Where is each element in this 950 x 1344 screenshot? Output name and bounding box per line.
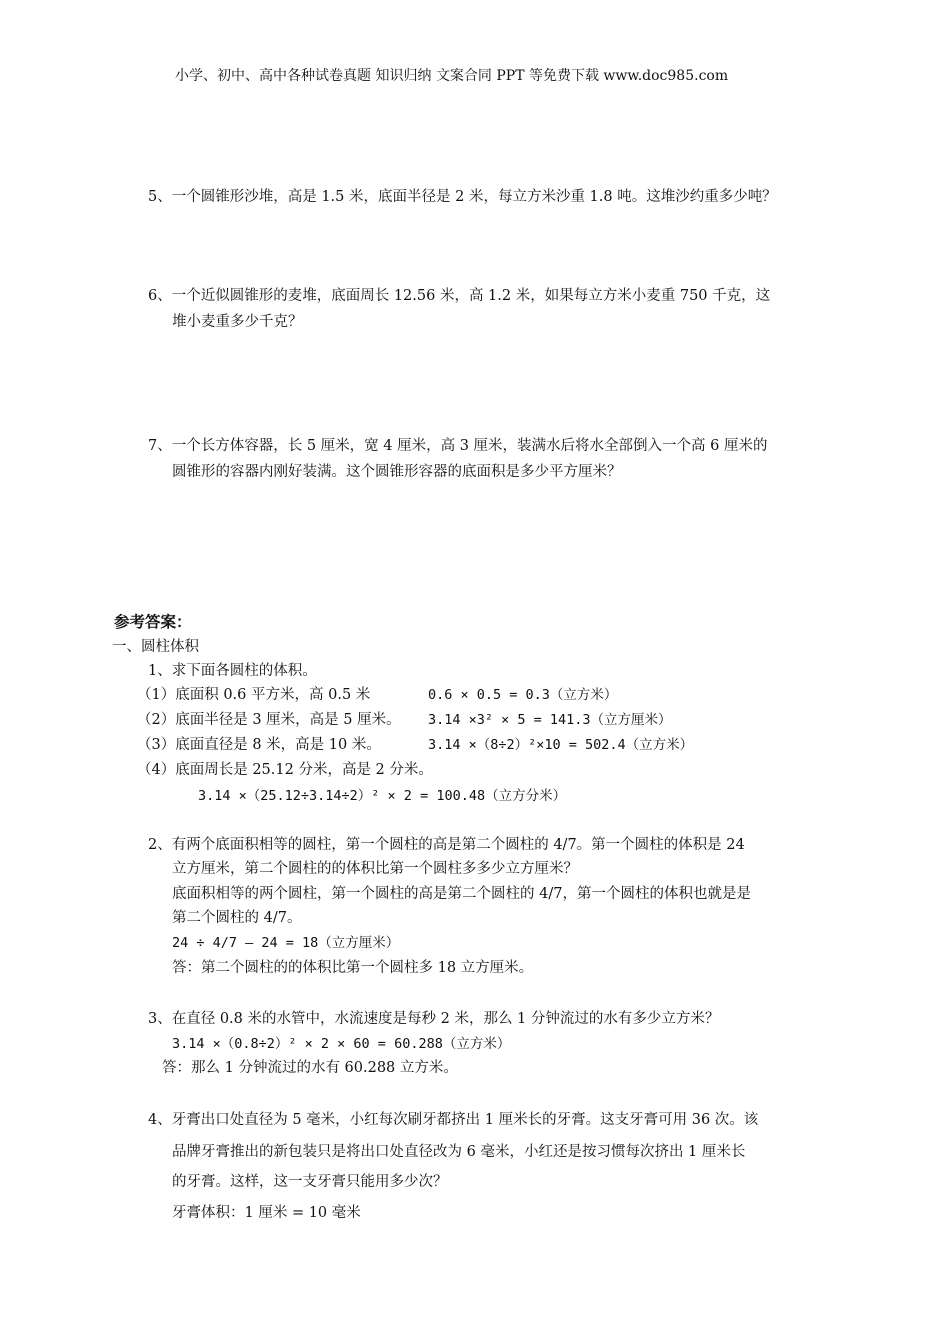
- answer-4-line-4: 牙膏体积：1 厘米 = 10 毫米: [172, 1205, 361, 1221]
- answer-1-item-2-label: （2）底面半径是 3 厘米，高是 5 厘米。: [137, 712, 401, 728]
- answers-heading: 参考答案：: [114, 612, 192, 631]
- answer-1-item-4-calc: 3.14 ×（25.12÷3.14÷2）² × 2 = 100.48（立方分米）: [198, 788, 567, 804]
- answer-1-item-4-label: （4）底面周长是 25.12 分米，高是 2 分米。: [137, 762, 433, 778]
- answer-3-calc: 3.14 ×（0.8÷2）² × 2 × 60 = 60.288（立方米）: [172, 1036, 511, 1052]
- question-5: 5、一个圆锥形沙堆，高是 1.5 米，底面半径是 2 米，每立方米沙重 1.8 吨。这堆沙约重多少吨？: [148, 189, 777, 205]
- answer-1-item-3-calc: 3.14 ×（8÷2）²×10 = 502.4（立方米）: [428, 737, 694, 753]
- answer-4-line-3: 的牙膏。这样，这一支牙膏只能用多少次？: [172, 1174, 448, 1190]
- answers-section-1-title: 一、圆柱体积: [112, 639, 199, 655]
- answer-4-line-1: 4、牙膏出口处直径为 5 毫米，小红每次刷牙都挤出 1 厘米长的牙膏。这支牙膏可用 36 次。该: [148, 1112, 759, 1128]
- answer-2-answer: 答：第二个圆柱的的体积比第一个圆柱多 18 立方厘米。: [172, 960, 534, 976]
- page-header: 小学、初中、高中各种试卷真题 知识归纳 文案合同 PPT 等免费下载 www.doc985.com: [175, 68, 729, 84]
- answer-3-answer: 答：那么 1 分钟流过的水有 60.288 立方米。: [162, 1060, 458, 1076]
- answer-2-line-4: 第二个圆柱的 4/7。: [172, 910, 302, 926]
- question-7-line-2: 圆锥形的容器内刚好装满。这个圆锥形容器的底面积是多少平方厘米？: [172, 464, 622, 480]
- answer-1-item-2-calc: 3.14 ×3² × 5 = 141.3（立方厘米）: [428, 712, 672, 728]
- answer-1-title: 1、求下面各圆柱的体积。: [148, 663, 317, 679]
- answer-2-calc: 24 ÷ 4/7 – 24 = 18（立方厘米）: [172, 935, 400, 951]
- answer-4-line-2: 品牌牙膏推出的新包装只是将出口处直径改为 6 毫米，小红还是按习惯每次挤出 1 厘米长: [172, 1144, 746, 1160]
- answer-2-line-2: 立方厘米，第二个圆柱的的体积比第一个圆柱多多少立方厘米？: [172, 861, 578, 877]
- answer-1-item-3-label: （3）底面直径是 8 米，高是 10 米。: [137, 737, 381, 753]
- question-7-line-1: 7、一个长方体容器，长 5 厘米，宽 4 厘米，高 3 厘米，装满水后将水全部倒入一个高 6 厘米的: [148, 438, 768, 454]
- question-6-line-2: 堆小麦重多少千克？: [172, 314, 303, 330]
- answer-3-line-1: 3、在直径 0.8 米的水管中，水流速度是每秒 2 米，那么 1 分钟流过的水有多少立方米？: [148, 1011, 720, 1027]
- answer-1-item-1-label: （1）底面积 0.6 平方米，高 0.5 米: [137, 687, 371, 703]
- question-6-line-1: 6、一个近似圆锥形的麦堆，底面周长 12.56 米，高 1.2 米，如果每立方米小麦重 750 千克，这: [148, 288, 771, 304]
- answer-1-item-1-calc: 0.6 × 0.5 = 0.3（立方米）: [428, 687, 618, 703]
- answer-2-line-3: 底面积相等的两个圆柱，第一个圆柱的高是第二个圆柱的 4/7，第一个圆柱的体积也就是是: [172, 886, 751, 902]
- answer-2-line-1: 2、有两个底面积相等的圆柱，第一个圆柱的高是第二个圆柱的 4/7。第一个圆柱的体积是 24: [148, 837, 745, 853]
